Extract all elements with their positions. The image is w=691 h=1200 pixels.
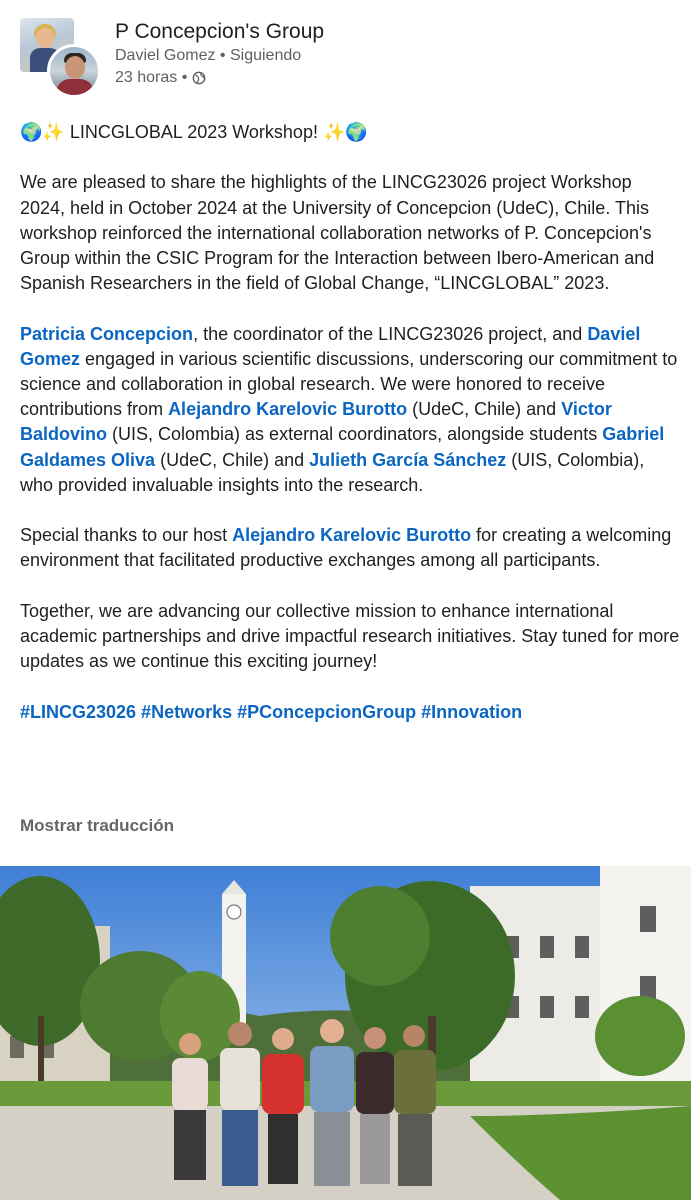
post-paragraph-3 (20, 523, 680, 573)
text-segment: for creating a welcoming environment that facilitated productive exchanges among all participants. (20, 525, 672, 571)
globe-icon (192, 71, 206, 85)
text-segment: (UIS, Colombia) as external coordinators, alongside students (107, 424, 603, 445)
paragraph-gap (20, 145, 680, 170)
post-time-text: 23 horas • (115, 69, 188, 86)
paragraph-gap (20, 296, 680, 321)
group-photo-illustration (0, 866, 691, 1200)
post-photo[interactable] (0, 866, 691, 1200)
post-body (20, 120, 680, 725)
text-segment: engaged in various scientific discussions, underscoring our commitment to science and collaboration in global research. We were honored to receive contributions from (20, 348, 678, 420)
text-segment: (UdeC, Chile) and (407, 399, 562, 420)
post-header (20, 14, 680, 104)
post-title: 🌍✨ LINCGLOBAL 2023 Workshop! ✨🌍 (20, 122, 368, 142)
mention-link[interactable]: Julieth García Sánchez (309, 449, 507, 470)
author-line[interactable]: Daviel Gomez • Siguiendo (115, 47, 302, 64)
paragraph-gap (20, 498, 680, 523)
post-paragraph-1: We are pleased to share the highlights of the LINCG23026 project Workshop 2024, held in October 2024 at the University of Concepcion (UdeC), Chile. This workshop reinforced the international collaboration networks of P. Concepcion's Group within the CSIC Program for the Interaction between Ibero-American and Spanish Researchers in the field of Global Change, “LINCGLOBAL” 2023. (20, 172, 655, 294)
avatar-body (56, 79, 94, 98)
text-segment: , the coordinator of the LINCG23026 project, and (193, 323, 588, 344)
post-time (115, 69, 206, 87)
hashtag-links[interactable]: #LINCG23026 #Networks #PConcepcionGroup #Innovation (20, 701, 523, 722)
text-segment: (UIS, Colombia), who provided invaluable insights into the research. (20, 449, 645, 495)
paragraph-gap (20, 574, 680, 599)
mention-link[interactable]: Alejandro Karelovic Burotto (232, 525, 472, 546)
mention-link[interactable]: Daviel Gomez (20, 323, 641, 369)
text-segment: (UdeC, Chile) and (155, 449, 310, 470)
post-paragraph-2 (20, 322, 680, 498)
post-paragraph-4: Together, we are advancing our collective mission to enhance international academic partnerships and drive impactful research initiatives. Stay tuned for more updates as we continue this exciting journey! (20, 600, 680, 672)
mention-link[interactable]: Alejandro Karelovic Burotto (168, 399, 408, 420)
avatar-face (36, 28, 54, 48)
author-avatar[interactable] (47, 44, 101, 98)
mention-link[interactable]: Gabriel Galdames Oliva (20, 424, 665, 470)
show-translation-button[interactable]: Mostrar traducción (20, 816, 174, 835)
paragraph-gap (20, 674, 680, 699)
avatar-face (65, 56, 85, 79)
mention-link[interactable]: Victor Baldovino (20, 399, 612, 445)
text-segment: Special thanks to our host (20, 525, 233, 546)
mention-link[interactable]: Patricia Concepcion (20, 323, 194, 344)
group-name[interactable]: P Concepcion's Group (115, 20, 325, 43)
